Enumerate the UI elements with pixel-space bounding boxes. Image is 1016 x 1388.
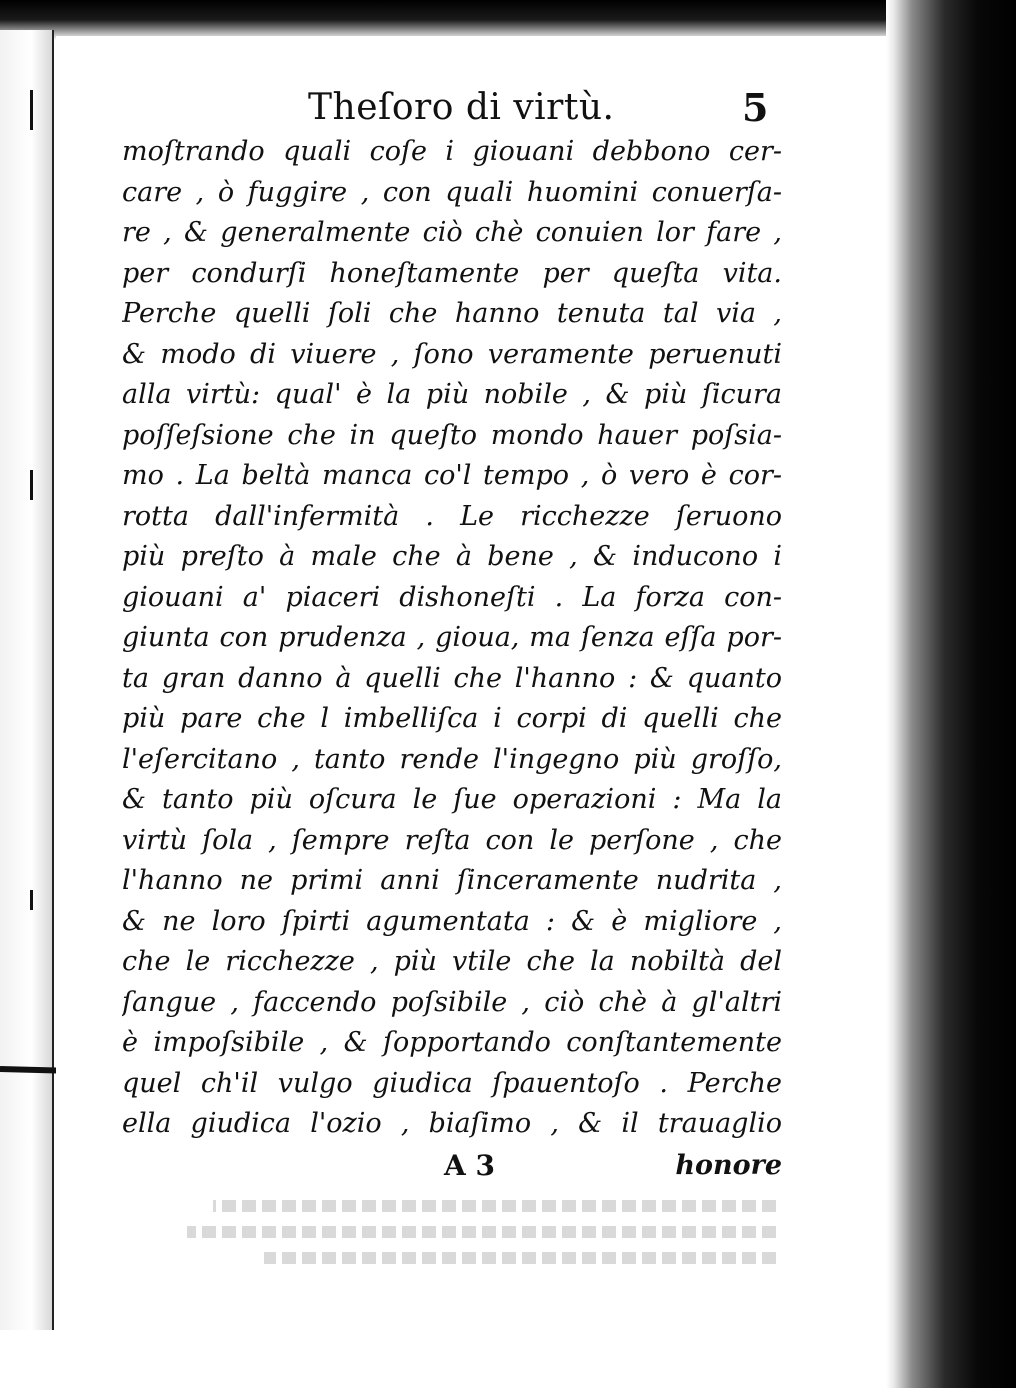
show-through-text [136,1186,776,1336]
text-line: & modo di viuere , ſono veramente peruenuti [122,338,782,370]
show-through-line [264,1252,776,1264]
text-line: & ne loro ſpirti agumentata : & è migliore , [122,905,782,937]
facing-page-edge [0,30,54,1330]
facing-page-mark [30,470,33,500]
facing-page-mark [30,890,33,910]
text-line: è impoſsibile , & ſopportando conſtantemente [122,1027,782,1058]
text-line: giouani a' piaceri dishoneſti . La forza con- [122,581,782,613]
show-through-line [213,1200,776,1212]
text-line: giunta con prudenza , gioua, ma ſenza eſſa por- [122,622,782,653]
text-line: ta gran danno à quelli che l'hanno : & quanto [122,662,782,694]
catchword: honore [675,1150,782,1181]
text-line: virtù ſola , ſempre reſta con le perſone , che [122,824,782,856]
signature-mark: A 3 [444,1149,495,1182]
body-text [122,132,782,1145]
facing-page-mark [30,90,33,130]
binding-shadow-top [0,0,1016,40]
text-line: quel ch'il vulgo giudica ſpauentoſo . Perche [122,1067,782,1099]
text-line: poſſeſsione che in queſto mondo hauer poſsia- [122,419,782,451]
text-line: care , ò fuggire , con quali huomini conuerſa- [122,176,782,208]
show-through-line [187,1226,776,1238]
text-line: più preſto à male che à bene , & inducono i [122,541,782,572]
text-line: rotta dall'infermità . Le ricchezze ſeruono [122,500,782,532]
text-line: Perche quelli ſoli che hanno tenuta tal via , [122,298,782,329]
text-line: mo . La beltà manca co'l tempo , ò vero è cor- [122,460,782,491]
page-number: 5 [742,85,769,130]
text-line: che le ricchezze , più vtile che la nobiltà del [122,946,782,977]
text-line: l'eſercitano , tanto rende l'ingegno più groſſo, [122,743,782,775]
book-page [56,36,901,1336]
text-line: re , & generalmente ciò chè conuien lor fare , [122,217,782,248]
text-line: moſtrando quali coſe i giouani debbono cer- [122,136,782,167]
text-line: ella giudica l'ozio , biaſimo , & il trauaglio [122,1108,782,1139]
text-line: per condurſi honeſtamente per queſta vita. [122,257,782,289]
running-title: Theſoro di virtù. [308,87,615,128]
text-line: l'hanno ne primi anni ſinceramente nudrita , [122,865,782,896]
text-line: & tanto più oſcura le ſue operazioni : Ma la [122,784,782,815]
page-footer [122,1144,782,1192]
text-line: alla virtù: qual' è la più nobile , & più ſicura [122,379,782,410]
text-line: ſangue , faccendo poſsibile , ciò chè à gl'altri [122,986,782,1018]
text-line: più pare che l imbelliſca i corpi di quelli che [122,703,782,734]
binding-shadow-right [886,0,1016,1388]
